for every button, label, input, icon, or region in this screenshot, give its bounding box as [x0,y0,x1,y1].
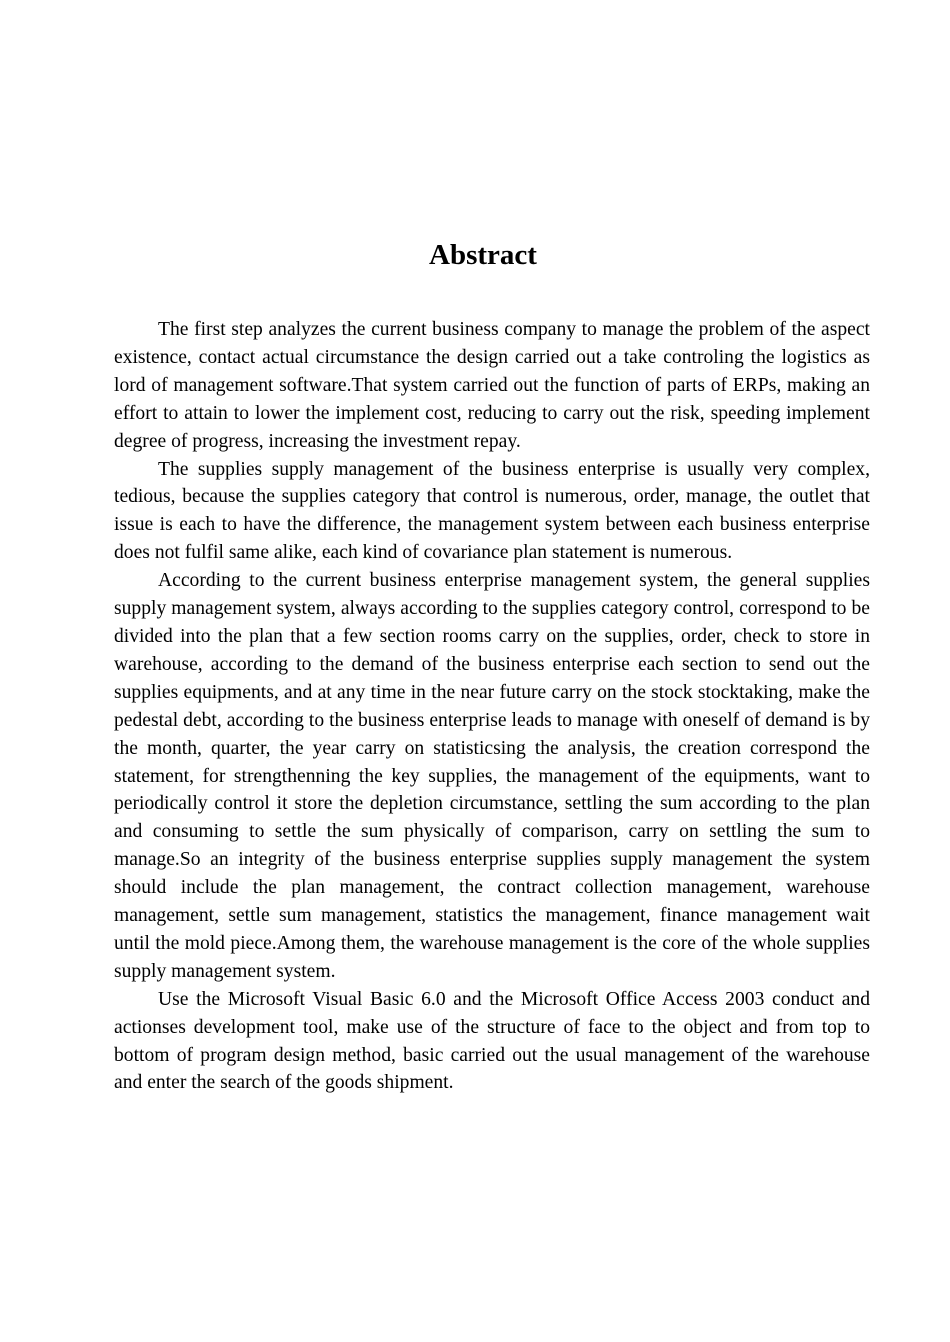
abstract-paragraph-4: Use the Microsoft Visual Basic 6.0 and the Microsoft Office Access 2003 conduct and actionses development tool, make use of the structure of face to the object and from top to bottom of program design method, basic carried out the usual management of the warehouse and enter the search of the goods shipment. [114,988,870,1094]
abstract-title: Abstract [429,239,537,271]
abstract-body [114,316,870,1097]
abstract-paragraph-1: The first step analyzes the current business company to manage the problem of the aspect existence, contact actual circumstance the design carried out a take controling the logistics as lord of management software.That system carried out the function of parts of ERPs, making an effort to attain to lower the implement cost, reducing to carry out the risk, speeding implement degree of progress, increasing the investment repay. [114,319,870,452]
abstract-paragraph-2: The supplies supply management of the business enterprise is usually very complex, tedious, because the supplies category that control is numerous, order, manage, the outlet that issue is each to have the difference, the management system between each business enterprise does not fulfil same alike, each kind of covariance plan statement is numerous. [114,458,870,564]
abstract-paragraph-3: According to the current business enterprise management system, the general supplies supply management system, always according to the supplies category control, correspond to be divided into the plan that a few section rooms carry on the supplies, order, check to store in warehouse, according to the demand of the business enterprise each section to send out the supplies equipments, and at any time in the near future carry on the stock stocktaking, make the pedestal debt, according to the business enterprise leads to manage with oneself of demand is by the month, quarter, the year carry on statisticsing the analysis, the creation correspond the statement, for strengthenning the key supplies, the management of the equipments, want to periodically control it store the depletion circumstance, settling the sum according to the plan and consuming to settle the sum physically of comparison, carry on settling the sum to manage.So an integrity of the business enterprise supplies supply management the system should include the plan management, the contract collection management, warehouse management, settle sum management, statistics the management, finance management wait until the mold piece.Among them, the warehouse management is the core of the whole supplies supply management system. [114,570,870,982]
